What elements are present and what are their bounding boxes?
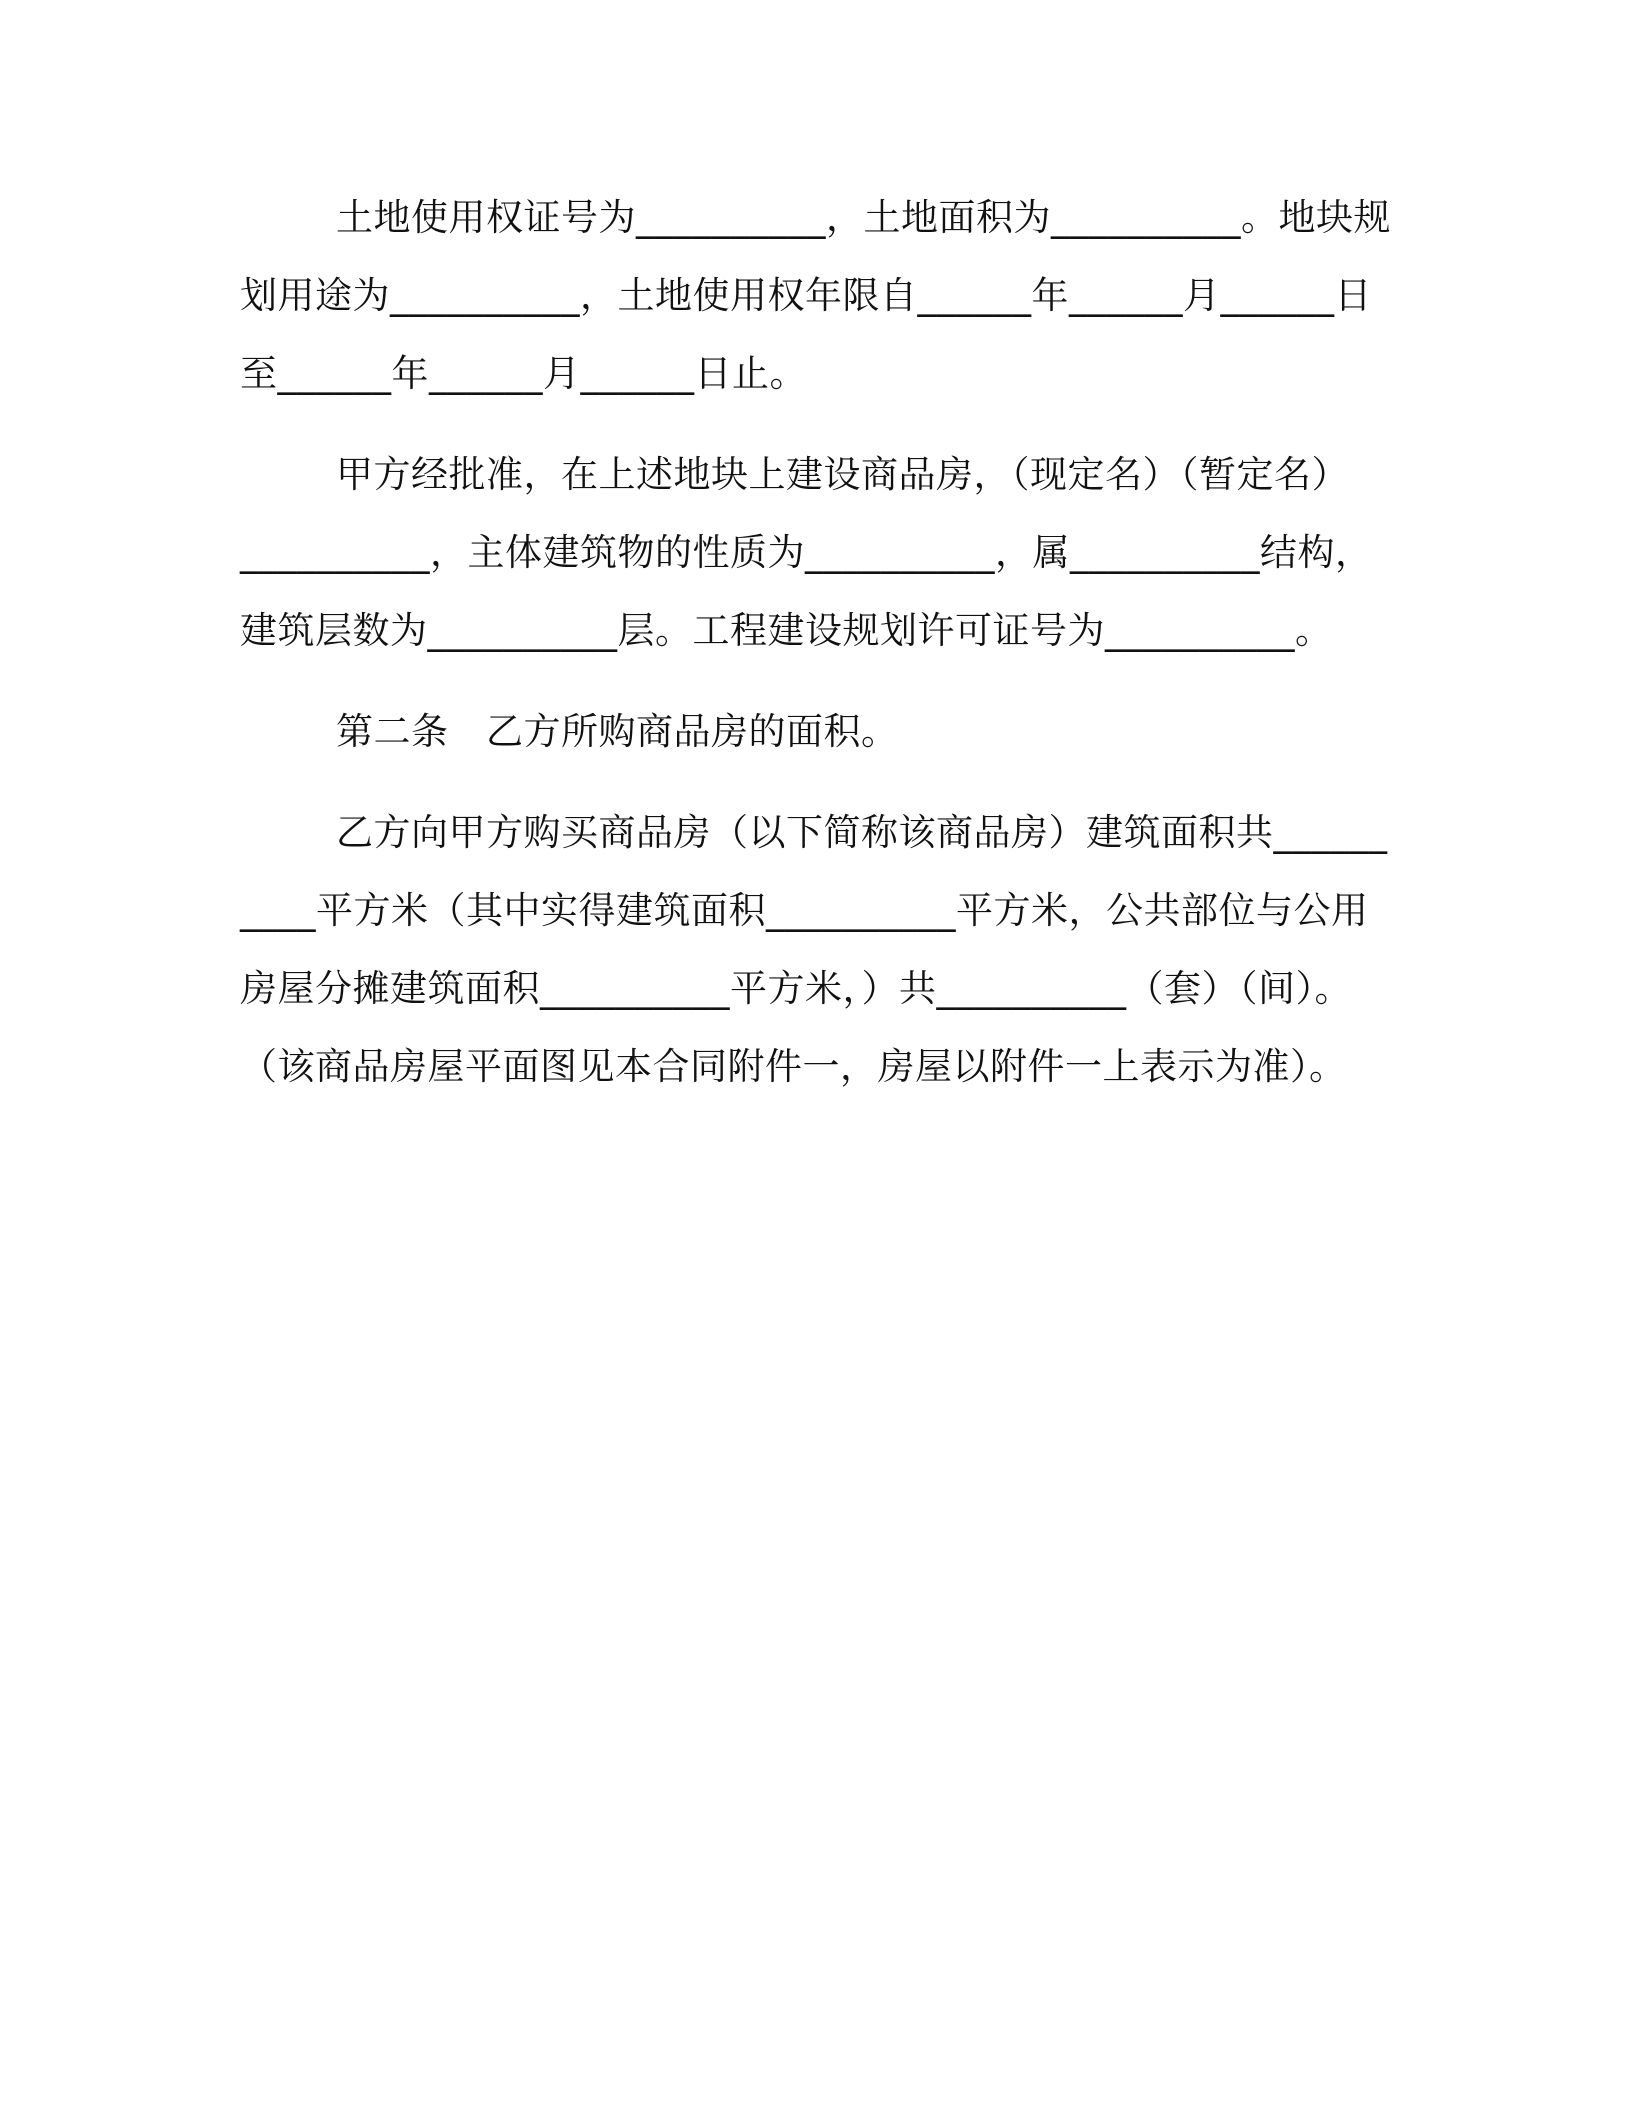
paragraph-building-line-2: __________，主体建筑物的性质为__________，属__________结构，	[240, 531, 1373, 574]
paragraph-land-line-2: 划用途为__________，土地使用权年限自______年______月______日	[240, 274, 1372, 317]
paragraph-building-line-1: 甲方经批准，在上述地块上建设商品房，（现定名）（暂定名）	[336, 453, 1349, 496]
paragraph-area-line-4: （该商品房屋平面图见本合同附件一，房屋以附件一上表示为准）。	[240, 1045, 1347, 1088]
article-two-heading: 第二条 乙方所购商品房的面积。	[336, 710, 899, 753]
paragraph-building-line-3: 建筑层数为__________层。工程建设规划许可证号为__________。	[240, 609, 1333, 652]
paragraph-area-line-2: ____平方米（其中实得建筑面积__________平方米，公共部位与公用	[240, 889, 1369, 932]
paragraph-area-line-3: 房屋分摊建筑面积__________平方米，）共__________（套）（间）。	[240, 967, 1352, 1010]
paragraph-land-line-1: 土地使用权证号为__________，土地面积为__________。地块规	[336, 196, 1391, 239]
paragraph-area-line-1: 乙方向甲方购买商品房（以下简称该商品房）建筑面积共______	[336, 811, 1388, 854]
paragraph-land-line-3: 至______年______月______日止。	[240, 352, 807, 395]
